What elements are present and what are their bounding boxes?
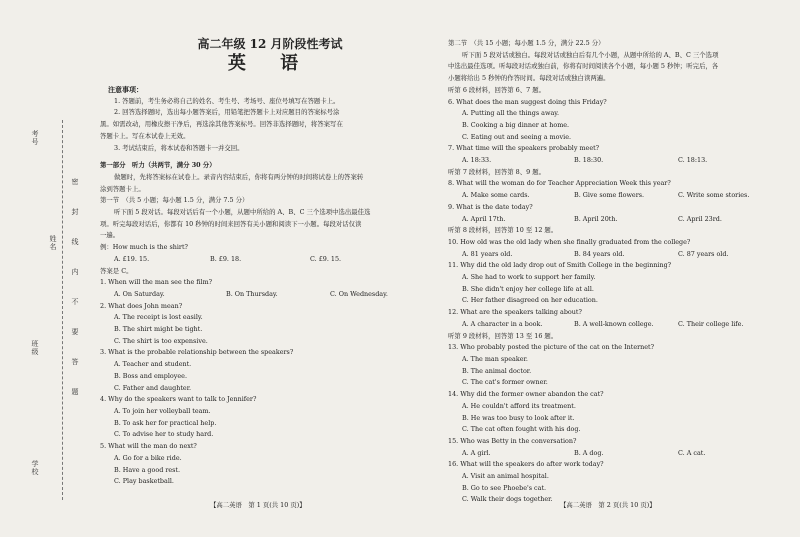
option: A. On Saturday. xyxy=(114,289,165,298)
binding-char: 密 xyxy=(71,178,79,186)
option: B. He was too busy to look after it. xyxy=(462,413,575,422)
option: C. The shirt is too expensive. xyxy=(114,336,208,345)
page-2 xyxy=(448,0,788,506)
question: 8. What will the woman do for Teacher Appreciation Week this year? xyxy=(448,179,671,188)
question: 7. What time will the speakers probably meet? xyxy=(448,144,600,153)
option: A. 81 years old. xyxy=(462,249,513,258)
question: 11. Why did the old lady drop out of Smith College in the beginning? xyxy=(448,261,672,270)
option: C. A cat. xyxy=(678,448,706,457)
notice-line: 3. 考试结束后，将本试卷和答题卡一并交回。 xyxy=(114,143,244,152)
material-lead: 听第 8 段材料，回答第 10 至 12 题。 xyxy=(448,226,558,235)
material-lead: 听第 6 段材料，回答第 6、7 题。 xyxy=(448,85,546,94)
question: 12. What are the speakers talking about? xyxy=(448,308,582,317)
page-2-footer: 【高二英语 第 2 页(共 10 页)】 xyxy=(560,501,656,509)
option: A. £19. 15. xyxy=(114,254,150,263)
question: 5. What will the man do next? xyxy=(100,442,197,451)
question: 9. What is the date today? xyxy=(448,202,533,211)
section2-heading: 第二节 （共 15 小题；每小题 1.5 分，满分 22.5 分） xyxy=(448,39,605,47)
question: 15. Who was Betty in the conversation? xyxy=(448,436,577,445)
option: A. Visit an animal hospital. xyxy=(462,472,549,481)
exam-title: 高二年级 12 月阶段性考试 xyxy=(197,37,343,51)
notice-line: 1. 答题前，考生务必将自己的姓名、考生号、考场号、座位号填写在答题卡上。 xyxy=(114,96,340,105)
option: B. The animal doctor. xyxy=(462,366,532,375)
question-options xyxy=(448,319,788,331)
section1-line: 项。听完每段对话后，你都有 10 秒钟的时间来回答有关小题和阅读下一小题。每段对话仅读 xyxy=(100,219,362,228)
option: C. Their college life. xyxy=(678,319,744,328)
example-question: 例：How much is the shirt? xyxy=(100,243,188,252)
option: C. 18:13. xyxy=(678,156,708,165)
question: 4. Why do the speakers want to talk to Jennifer? xyxy=(100,395,257,404)
page-1 xyxy=(100,0,440,488)
question: 14. Why did the former owner abandon the cat? xyxy=(448,390,604,399)
option: A. A girl. xyxy=(462,448,491,457)
option: C. Write some stories. xyxy=(678,191,750,200)
question-options xyxy=(448,190,788,202)
option: B. 84 years old. xyxy=(574,249,625,258)
option: B. She didn't enjoy her college life at all. xyxy=(462,284,594,293)
option: C. To advise her to study hard. xyxy=(114,430,214,439)
question-options xyxy=(448,249,788,261)
option: A. He couldn't afford its treatment. xyxy=(462,401,576,410)
option: B. Boss and employee. xyxy=(114,371,187,380)
option: B. Cooking a big dinner at home. xyxy=(462,120,570,129)
binding-char: 要 xyxy=(71,328,79,336)
material-lead: 听第 7 段材料，回答第 8、9 题。 xyxy=(448,167,546,176)
option: A. To join her volleyball team. xyxy=(114,406,211,415)
binding-char: 封 xyxy=(71,208,79,216)
option: B. Go to see Phoebe's cat. xyxy=(462,483,547,492)
question: 16. What will the speakers do after work today? xyxy=(448,460,604,469)
binding-char: 不 xyxy=(71,298,79,306)
option: C. Her father disagreed on her education. xyxy=(462,296,598,305)
question-options xyxy=(100,289,440,301)
option: A. 18:33. xyxy=(462,156,492,165)
part1-line: 涂到答题卡上。 xyxy=(100,184,145,193)
option: B. A well-known college. xyxy=(574,319,654,328)
option: B. £9. 18. xyxy=(210,254,242,263)
option: C. The cat often fought with his dog. xyxy=(462,425,581,434)
binding-char: 线 xyxy=(71,238,79,246)
option: A. Putting all the things away. xyxy=(462,109,560,118)
section1-heading: 第一节 （共 5 小题；每小题 1.5 分，满分 7.5 分） xyxy=(100,196,249,205)
section2-line: 中选出最佳选项。听每段对话或独白前，你将有时间阅读各个小题，每小题 5 秒钟；听完后，各 xyxy=(448,62,719,71)
option: A. Go for a bike ride. xyxy=(114,453,182,462)
option: C. Walk their dogs together. xyxy=(462,495,553,504)
material-lead: 听第 9 段材料，回答第 13 至 16 题。 xyxy=(448,331,558,340)
option: B. On Thursday. xyxy=(226,289,278,298)
option: C. Play basketball. xyxy=(114,477,174,486)
option: A. Teacher and student. xyxy=(114,360,192,369)
question: 2. What does John mean? xyxy=(100,301,183,310)
option: C. £9. 15. xyxy=(310,254,342,263)
binding-char: 答 xyxy=(71,358,79,366)
question: 3. What is the probable relationship between the speakers? xyxy=(100,348,294,357)
option: A. Make some cards. xyxy=(462,191,530,200)
example-options xyxy=(100,254,440,266)
option: B. Have a good rest. xyxy=(114,465,181,474)
option: B. April 20th. xyxy=(574,214,618,223)
part1-line: 做题时，先将答案标在试卷上。录音内容结束后，你将有两分钟的时间将试卷上的答案转 xyxy=(114,172,364,181)
question: 1. When will the man see the film? xyxy=(100,278,213,287)
question: 10. How old was the old lady when she finally graduated from the college? xyxy=(448,237,691,246)
section1-line: 听下面 5 段对话。每段对话后有一个小题，从题中所给的 A、B、C 三个选项中选出最佳选 xyxy=(114,208,371,217)
option: A. The receipt is lost easily. xyxy=(114,313,203,322)
section2-line: 听下面 5 段对话或独白。每段对话或独白后有几个小题，从题中所给的 A、B、C 三个选项 xyxy=(462,50,719,59)
section2-line: 小题将给出 5 秒钟的作答时间。每段对话或独白读两遍。 xyxy=(448,74,610,83)
option: A. April 17th. xyxy=(462,214,506,223)
part1-heading: 第一部分 听力（共两节，满分 30 分） xyxy=(100,161,216,170)
margin-label-school: 学校 xyxy=(31,460,39,476)
question-options xyxy=(448,155,788,167)
binding-char: 内 xyxy=(71,268,79,276)
option: B. Give some flowers. xyxy=(574,191,645,200)
binding-dashed-line xyxy=(62,120,63,500)
margin-label-class: 班级 xyxy=(31,340,39,356)
option: A. A character in a book. xyxy=(462,319,543,328)
margin-label-exam-number: 考号 xyxy=(31,130,39,146)
notice-line: 答题卡上。写在本试卷上无效。 xyxy=(100,131,190,140)
margin-label-name: 姓名 xyxy=(49,235,57,251)
option: A. She had to work to support her family. xyxy=(462,273,596,282)
option: C. The cat's former owner. xyxy=(462,378,548,387)
notice-line: 2. 回答选择题时，选出每小题答案后，用铅笔把答题卡上对应题目的答案标号涂 xyxy=(114,108,340,117)
question-options xyxy=(448,448,788,460)
option: C. On Wednesday. xyxy=(330,289,388,298)
option: B. 18:30. xyxy=(574,156,604,165)
option: B. The shirt might be tight. xyxy=(114,325,203,334)
page-1-footer: 【高二英语 第 1 页(共 10 页)】 xyxy=(210,501,306,509)
option: C. April 23rd. xyxy=(678,214,722,223)
option: B. A dog. xyxy=(574,448,604,457)
option: C. Father and daughter. xyxy=(114,383,192,392)
binding-char: 题 xyxy=(71,388,79,396)
question-options xyxy=(448,214,788,226)
notice-line: 黑。如需改动，用橡皮擦干净后，再选涂其他答案标号。回答非选择题时，将答案写在 xyxy=(100,120,343,129)
question: 6. What does the man suggest doing this Friday? xyxy=(448,97,607,106)
exam-subject: 英 语 xyxy=(227,53,313,74)
question: 13. Who probably posted the picture of the cat on the Internet? xyxy=(448,343,655,352)
option: C. Eating out and seeing a movie. xyxy=(462,132,572,141)
option: C. 87 years old. xyxy=(678,249,729,258)
example-answer: 答案是 C。 xyxy=(100,266,133,275)
option: A. The man speaker. xyxy=(462,354,528,363)
option: B. To ask her for practical help. xyxy=(114,418,217,427)
binding-margin xyxy=(0,0,92,537)
section1-line: 一遍。 xyxy=(100,231,120,240)
notice-heading: 注意事项： xyxy=(108,85,143,94)
